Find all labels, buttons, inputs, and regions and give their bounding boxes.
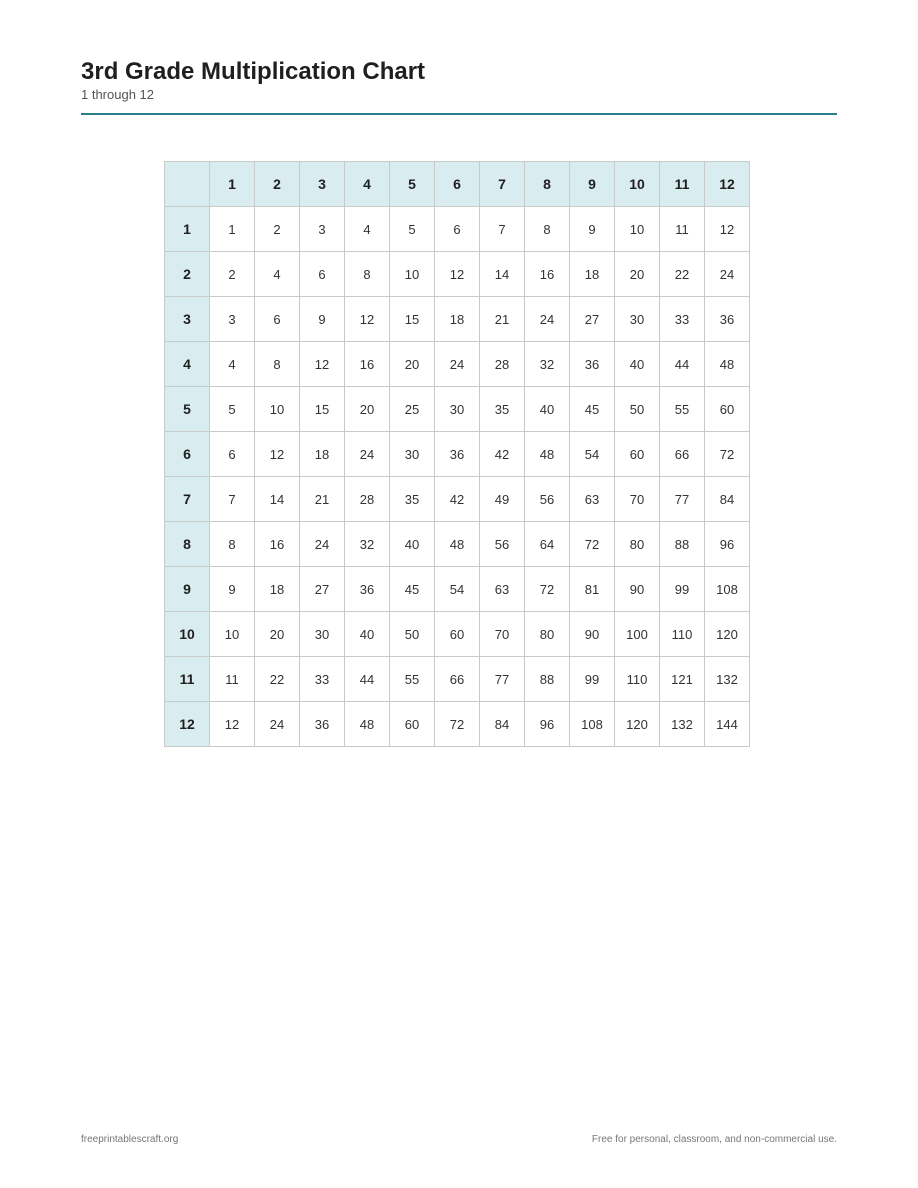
product-cell: 30 (300, 612, 345, 657)
product-cell: 45 (390, 567, 435, 612)
product-cell: 90 (615, 567, 660, 612)
product-cell: 10 (615, 207, 660, 252)
product-cell: 66 (660, 432, 705, 477)
product-cell: 8 (345, 252, 390, 297)
row-header-cell: 3 (165, 297, 210, 342)
product-cell: 72 (435, 702, 480, 747)
product-cell: 24 (255, 702, 300, 747)
page-header (81, 58, 837, 115)
product-cell: 9 (570, 207, 615, 252)
product-cell: 64 (525, 522, 570, 567)
product-cell: 15 (300, 387, 345, 432)
product-cell: 77 (480, 657, 525, 702)
product-cell: 3 (210, 297, 255, 342)
product-cell: 6 (435, 207, 480, 252)
row-header-cell: 11 (165, 657, 210, 702)
product-cell: 27 (570, 297, 615, 342)
grid-row (165, 207, 750, 252)
product-cell: 72 (525, 567, 570, 612)
grid-row (165, 432, 750, 477)
footer-site: freeprintablescraft.org (81, 1134, 179, 1145)
product-cell: 36 (345, 567, 390, 612)
product-cell: 12 (705, 207, 750, 252)
product-cell: 9 (210, 567, 255, 612)
product-cell: 30 (615, 297, 660, 342)
grid-header-row (165, 162, 750, 207)
product-cell: 1 (210, 207, 255, 252)
product-cell: 28 (480, 342, 525, 387)
row-header-cell: 1 (165, 207, 210, 252)
product-cell: 110 (660, 612, 705, 657)
product-cell: 22 (255, 657, 300, 702)
product-cell: 44 (345, 657, 390, 702)
product-cell: 60 (615, 432, 660, 477)
column-header-cell: 1 (210, 162, 255, 207)
product-cell: 60 (705, 387, 750, 432)
column-header-cell: 3 (300, 162, 345, 207)
product-cell: 20 (345, 387, 390, 432)
product-cell: 3 (300, 207, 345, 252)
product-cell: 12 (435, 252, 480, 297)
product-cell: 88 (525, 657, 570, 702)
product-cell: 16 (255, 522, 300, 567)
column-header-cell: 12 (705, 162, 750, 207)
product-cell: 18 (435, 297, 480, 342)
product-cell: 55 (660, 387, 705, 432)
product-cell: 24 (705, 252, 750, 297)
product-cell: 63 (570, 477, 615, 522)
product-cell: 84 (705, 477, 750, 522)
product-cell: 84 (480, 702, 525, 747)
product-cell: 32 (525, 342, 570, 387)
product-cell: 21 (300, 477, 345, 522)
product-cell: 6 (210, 432, 255, 477)
product-cell: 16 (525, 252, 570, 297)
product-cell: 28 (345, 477, 390, 522)
product-cell: 24 (300, 522, 345, 567)
product-cell: 24 (525, 297, 570, 342)
product-cell: 66 (435, 657, 480, 702)
product-cell: 56 (480, 522, 525, 567)
product-cell: 20 (255, 612, 300, 657)
product-cell: 35 (390, 477, 435, 522)
product-cell: 30 (435, 387, 480, 432)
product-cell: 49 (480, 477, 525, 522)
product-cell: 48 (705, 342, 750, 387)
product-cell: 50 (390, 612, 435, 657)
product-cell: 4 (255, 252, 300, 297)
column-header-cell: 2 (255, 162, 300, 207)
product-cell: 12 (300, 342, 345, 387)
product-cell: 10 (255, 387, 300, 432)
product-cell: 70 (480, 612, 525, 657)
row-header-cell: 10 (165, 612, 210, 657)
product-cell: 44 (660, 342, 705, 387)
product-cell: 20 (390, 342, 435, 387)
product-cell: 120 (705, 612, 750, 657)
product-cell: 32 (345, 522, 390, 567)
grid-row (165, 567, 750, 612)
product-cell: 144 (705, 702, 750, 747)
product-cell: 33 (660, 297, 705, 342)
column-header-cell: 5 (390, 162, 435, 207)
product-cell: 33 (300, 657, 345, 702)
product-cell: 9 (300, 297, 345, 342)
grid-row (165, 387, 750, 432)
product-cell: 7 (480, 207, 525, 252)
product-cell: 16 (345, 342, 390, 387)
product-cell: 11 (660, 207, 705, 252)
product-cell: 55 (390, 657, 435, 702)
product-cell: 96 (525, 702, 570, 747)
page-subtitle: 1 through 12 (81, 87, 155, 102)
product-cell: 25 (390, 387, 435, 432)
product-cell: 14 (480, 252, 525, 297)
row-header-cell: 8 (165, 522, 210, 567)
product-cell: 36 (300, 702, 345, 747)
product-cell: 45 (570, 387, 615, 432)
product-cell: 81 (570, 567, 615, 612)
product-cell: 35 (480, 387, 525, 432)
product-cell: 2 (255, 207, 300, 252)
product-cell: 7 (210, 477, 255, 522)
product-cell: 22 (660, 252, 705, 297)
row-header-cell: 5 (165, 387, 210, 432)
product-cell: 54 (570, 432, 615, 477)
column-header-cell: 7 (480, 162, 525, 207)
column-header-cell: 8 (525, 162, 570, 207)
footer-usage-note: Free for personal, classroom, and non-commercial use. (591, 1134, 837, 1145)
product-cell: 18 (255, 567, 300, 612)
product-cell: 108 (570, 702, 615, 747)
grid-row (165, 657, 750, 702)
product-cell: 40 (345, 612, 390, 657)
multiplication-grid-container (164, 161, 750, 747)
product-cell: 99 (570, 657, 615, 702)
product-cell: 12 (210, 702, 255, 747)
product-cell: 40 (615, 342, 660, 387)
row-header-cell: 9 (165, 567, 210, 612)
product-cell: 88 (660, 522, 705, 567)
page-title: 3rd Grade Multiplication Chart (81, 58, 426, 85)
column-header-cell: 11 (660, 162, 705, 207)
product-cell: 12 (345, 297, 390, 342)
product-cell: 132 (660, 702, 705, 747)
grid-row (165, 297, 750, 342)
row-header-cell: 2 (165, 252, 210, 297)
grid-corner-cell (165, 162, 210, 207)
product-cell: 11 (210, 657, 255, 702)
product-cell: 48 (345, 702, 390, 747)
product-cell: 18 (570, 252, 615, 297)
multiplication-grid (164, 161, 750, 747)
product-cell: 21 (480, 297, 525, 342)
product-cell: 70 (615, 477, 660, 522)
column-header-cell: 10 (615, 162, 660, 207)
product-cell: 24 (345, 432, 390, 477)
product-cell: 60 (390, 702, 435, 747)
product-cell: 48 (525, 432, 570, 477)
grid-row (165, 477, 750, 522)
product-cell: 54 (435, 567, 480, 612)
product-cell: 12 (255, 432, 300, 477)
product-cell: 15 (390, 297, 435, 342)
row-header-cell: 4 (165, 342, 210, 387)
product-cell: 8 (255, 342, 300, 387)
product-cell: 2 (210, 252, 255, 297)
product-cell: 77 (660, 477, 705, 522)
grid-row (165, 702, 750, 747)
product-cell: 96 (705, 522, 750, 567)
product-cell: 132 (705, 657, 750, 702)
product-cell: 36 (570, 342, 615, 387)
grid-row (165, 522, 750, 567)
product-cell: 63 (480, 567, 525, 612)
product-cell: 6 (255, 297, 300, 342)
product-cell: 27 (300, 567, 345, 612)
product-cell: 10 (390, 252, 435, 297)
product-cell: 90 (570, 612, 615, 657)
row-header-cell: 7 (165, 477, 210, 522)
product-cell: 8 (525, 207, 570, 252)
product-cell: 10 (210, 612, 255, 657)
product-cell: 50 (615, 387, 660, 432)
product-cell: 56 (525, 477, 570, 522)
product-cell: 110 (615, 657, 660, 702)
grid-row (165, 252, 750, 297)
product-cell: 36 (705, 297, 750, 342)
column-header-cell: 4 (345, 162, 390, 207)
product-cell: 120 (615, 702, 660, 747)
column-header-cell: 9 (570, 162, 615, 207)
product-cell: 40 (525, 387, 570, 432)
product-cell: 42 (480, 432, 525, 477)
product-cell: 5 (390, 207, 435, 252)
product-cell: 24 (435, 342, 480, 387)
product-cell: 36 (435, 432, 480, 477)
product-cell: 108 (705, 567, 750, 612)
product-cell: 6 (300, 252, 345, 297)
product-cell: 121 (660, 657, 705, 702)
product-cell: 80 (615, 522, 660, 567)
row-header-cell: 6 (165, 432, 210, 477)
product-cell: 48 (435, 522, 480, 567)
product-cell: 80 (525, 612, 570, 657)
product-cell: 8 (210, 522, 255, 567)
product-cell: 18 (300, 432, 345, 477)
grid-row (165, 612, 750, 657)
product-cell: 4 (210, 342, 255, 387)
product-cell: 100 (615, 612, 660, 657)
product-cell: 40 (390, 522, 435, 567)
product-cell: 5 (210, 387, 255, 432)
grid-row (165, 342, 750, 387)
product-cell: 99 (660, 567, 705, 612)
product-cell: 20 (615, 252, 660, 297)
product-cell: 14 (255, 477, 300, 522)
product-cell: 72 (705, 432, 750, 477)
product-cell: 42 (435, 477, 480, 522)
row-header-cell: 12 (165, 702, 210, 747)
product-cell: 72 (570, 522, 615, 567)
product-cell: 30 (390, 432, 435, 477)
column-header-cell: 6 (435, 162, 480, 207)
product-cell: 60 (435, 612, 480, 657)
product-cell: 4 (345, 207, 390, 252)
